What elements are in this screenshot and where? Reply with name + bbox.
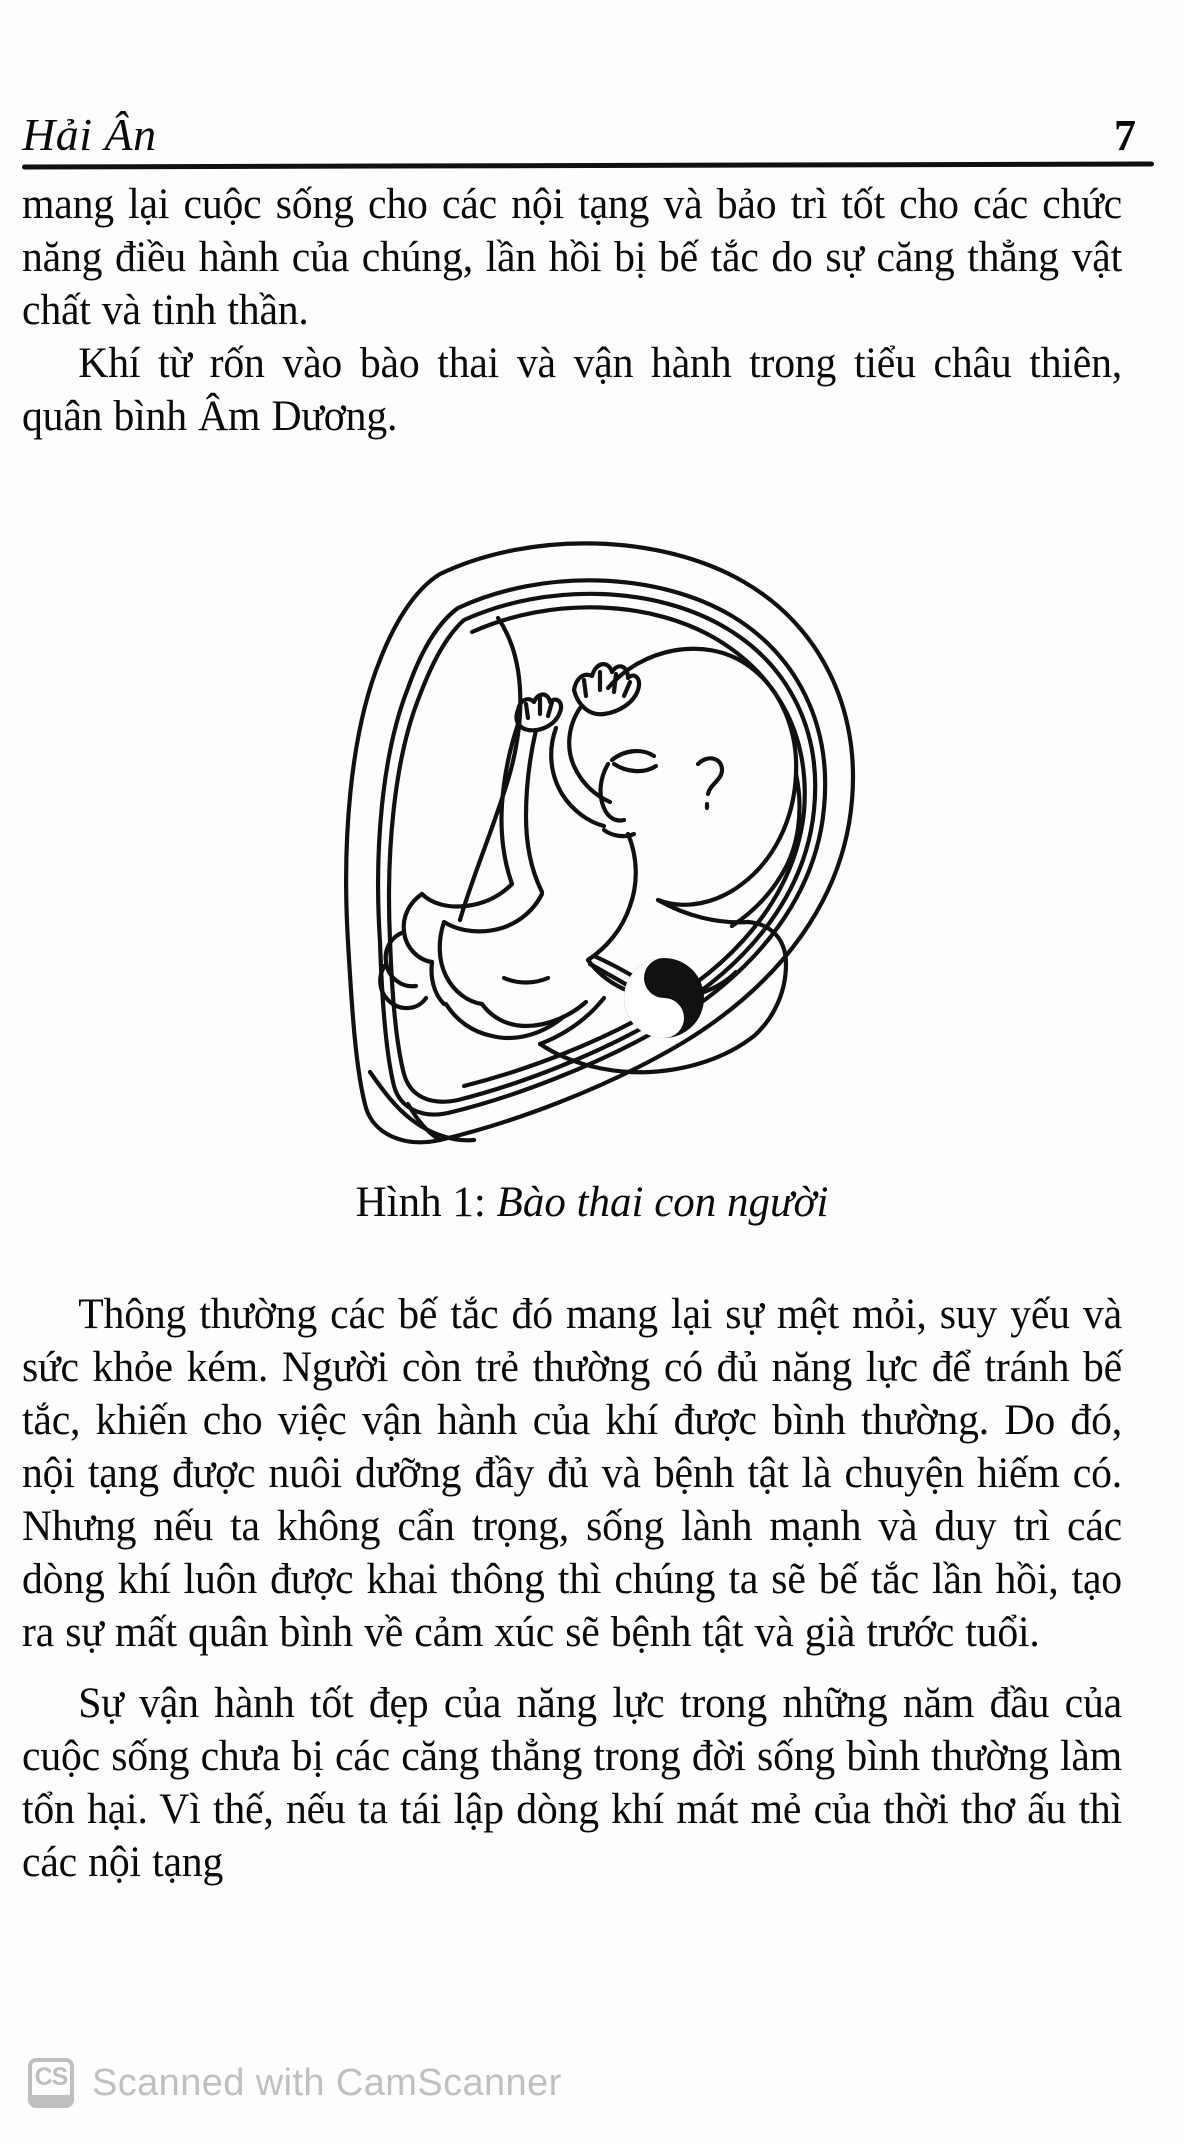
body-text-top	[22, 178, 1156, 443]
paragraph-1: mang lại cuộc sống cho các nội tạng và bảo trì tốt cho các chức năng điều hành của chúng, lần hồi bị bế tắc do sự căng thẳng vật chất và tinh thần.	[22, 181, 1122, 334]
figure-caption	[0, 1178, 1184, 1228]
figure-caption-label: Hình 1:	[355, 1179, 486, 1226]
camscanner-logo-text: CS	[34, 2063, 68, 2091]
camscanner-label: Scanned with CamScanner	[92, 2061, 562, 2104]
paragraph-3: Thông thường các bế tắc đó mang lại sự mệt mỏi, suy yếu và sức khỏe kém. Người còn trẻ thường có đủ năng lực để tránh bế tắc, khiến cho việc vận hành của khí được bình thường. Do đó, nội tạng được nuôi dưỡng đầy đủ và bệnh tật là chuyện hiếm có. Nhưng nếu ta không cẩn trọng, sống lành mạnh và duy trì các dòng khí luôn được khai thông thì chúng ta sẽ bế tắc lần hồi, tạo ra sự mất quân bình về cảm xúc sẽ bệnh tật và già trước tuổi.	[22, 1291, 1122, 1656]
camscanner-watermark	[28, 2058, 562, 2108]
camscanner-logo-icon	[28, 2058, 74, 2108]
page-number: 7	[1114, 111, 1136, 160]
header-author-title: Hải Ân	[22, 109, 157, 160]
figure-caption-title: Bào thai con người	[496, 1179, 829, 1226]
header-rule-divider	[22, 162, 1154, 170]
body-text-lower	[22, 1288, 1156, 1889]
fetus-in-womb-illustration	[312, 512, 872, 1172]
running-header	[22, 96, 1154, 166]
camscanner-logo-bar	[32, 2095, 70, 2104]
paragraph-spacer	[22, 1659, 1156, 1677]
yin-yang-icon	[624, 958, 704, 1038]
paragraph-2: Khí từ rốn vào bào thai và vận hành trong tiểu châu thiên, quân bình Âm Dương.	[22, 340, 1122, 440]
figure-1	[0, 512, 1184, 1228]
paragraph-4: Sự vận hành tốt đẹp của năng lực trong những năm đầu của cuộc sống chưa bị các căng thẳng trong đời sống bình thường làm tổn hại. Vì thế, nếu ta tái lập dòng khí mát mẻ của thời thơ ấu thì các nội tạng	[22, 1680, 1122, 1886]
